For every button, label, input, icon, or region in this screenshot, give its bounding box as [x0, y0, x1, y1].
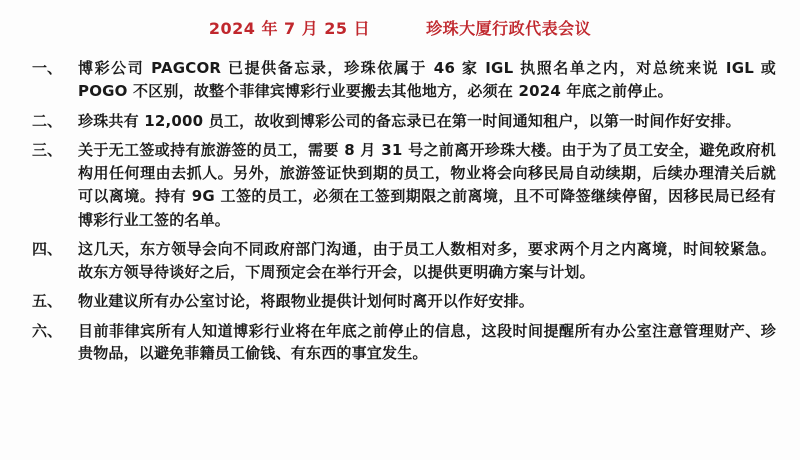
- list-item: [24, 139, 776, 232]
- meeting-title: 珍珠大厦行政代表会议: [426, 19, 592, 38]
- meeting-date: 2024 年 7 月 25 日: [208, 19, 371, 38]
- list-item: [24, 57, 776, 104]
- list-item-text: 物业建议所有办公室讨论，将跟物业提供计划何时离开以作好安排。: [78, 292, 535, 311]
- list-item-number: 一、: [32, 59, 63, 77]
- document-header: [24, 16, 776, 39]
- agenda-list: [24, 57, 776, 365]
- list-item-text: 珍珠共有 12,000 员工，故收到博彩公司的备忘录已在第一时间通知租户，以第一时间作好安排。: [78, 111, 741, 130]
- list-item-number: 二、: [32, 111, 63, 130]
- list-item-number: 五、: [32, 292, 63, 311]
- list-item: [24, 290, 776, 313]
- list-item-number: 六、: [32, 321, 63, 340]
- list-item-text: 博彩公司 PAGCOR 已提供备忘录，珍珠依属于 46 家 IGL 执照名单之内，对总统来说 IGL 或 POGO 不区别，故整个菲律宾博彩行业要搬去其他地方，必须在 2024 年底之前停止。: [78, 59, 776, 101]
- list-item-text: 这几天，东方领导会向不同政府部门沟通，由于员工人数相对多，要求两个月之内离境，时间较紧急。故东方领导待谈好之后，下周预定会在举行开会，以提供更明确方案与计划。: [78, 239, 776, 281]
- list-item: [24, 320, 776, 365]
- list-item-number: 三、: [32, 140, 63, 159]
- list-item-text: 目前菲律宾所有人知道博彩行业将在年底之前停止的信息，这段时间提醒所有办公室注意管理财产、珍贵物品，以避免菲籍员工偷钱、有东西的事宜发生。: [78, 321, 776, 362]
- list-item: [24, 238, 776, 285]
- list-item-text: 关于无工签或持有旅游签的员工，需要 8 月 31 号之前离开珍珠大楼。由于为了员工安全，避免政府机构用任何理由去抓人。另外，旅游签证快到期的员工，物业将会向移民局自动续期，后续办理清关后就可以离境。持有 9G 工签的员工，必须在工签到期限之前离境，且不可降签继续停留，因移民局已经有博彩行业工签的名单。: [78, 140, 776, 229]
- list-item-number: 四、: [32, 239, 63, 258]
- list-item: [24, 110, 776, 133]
